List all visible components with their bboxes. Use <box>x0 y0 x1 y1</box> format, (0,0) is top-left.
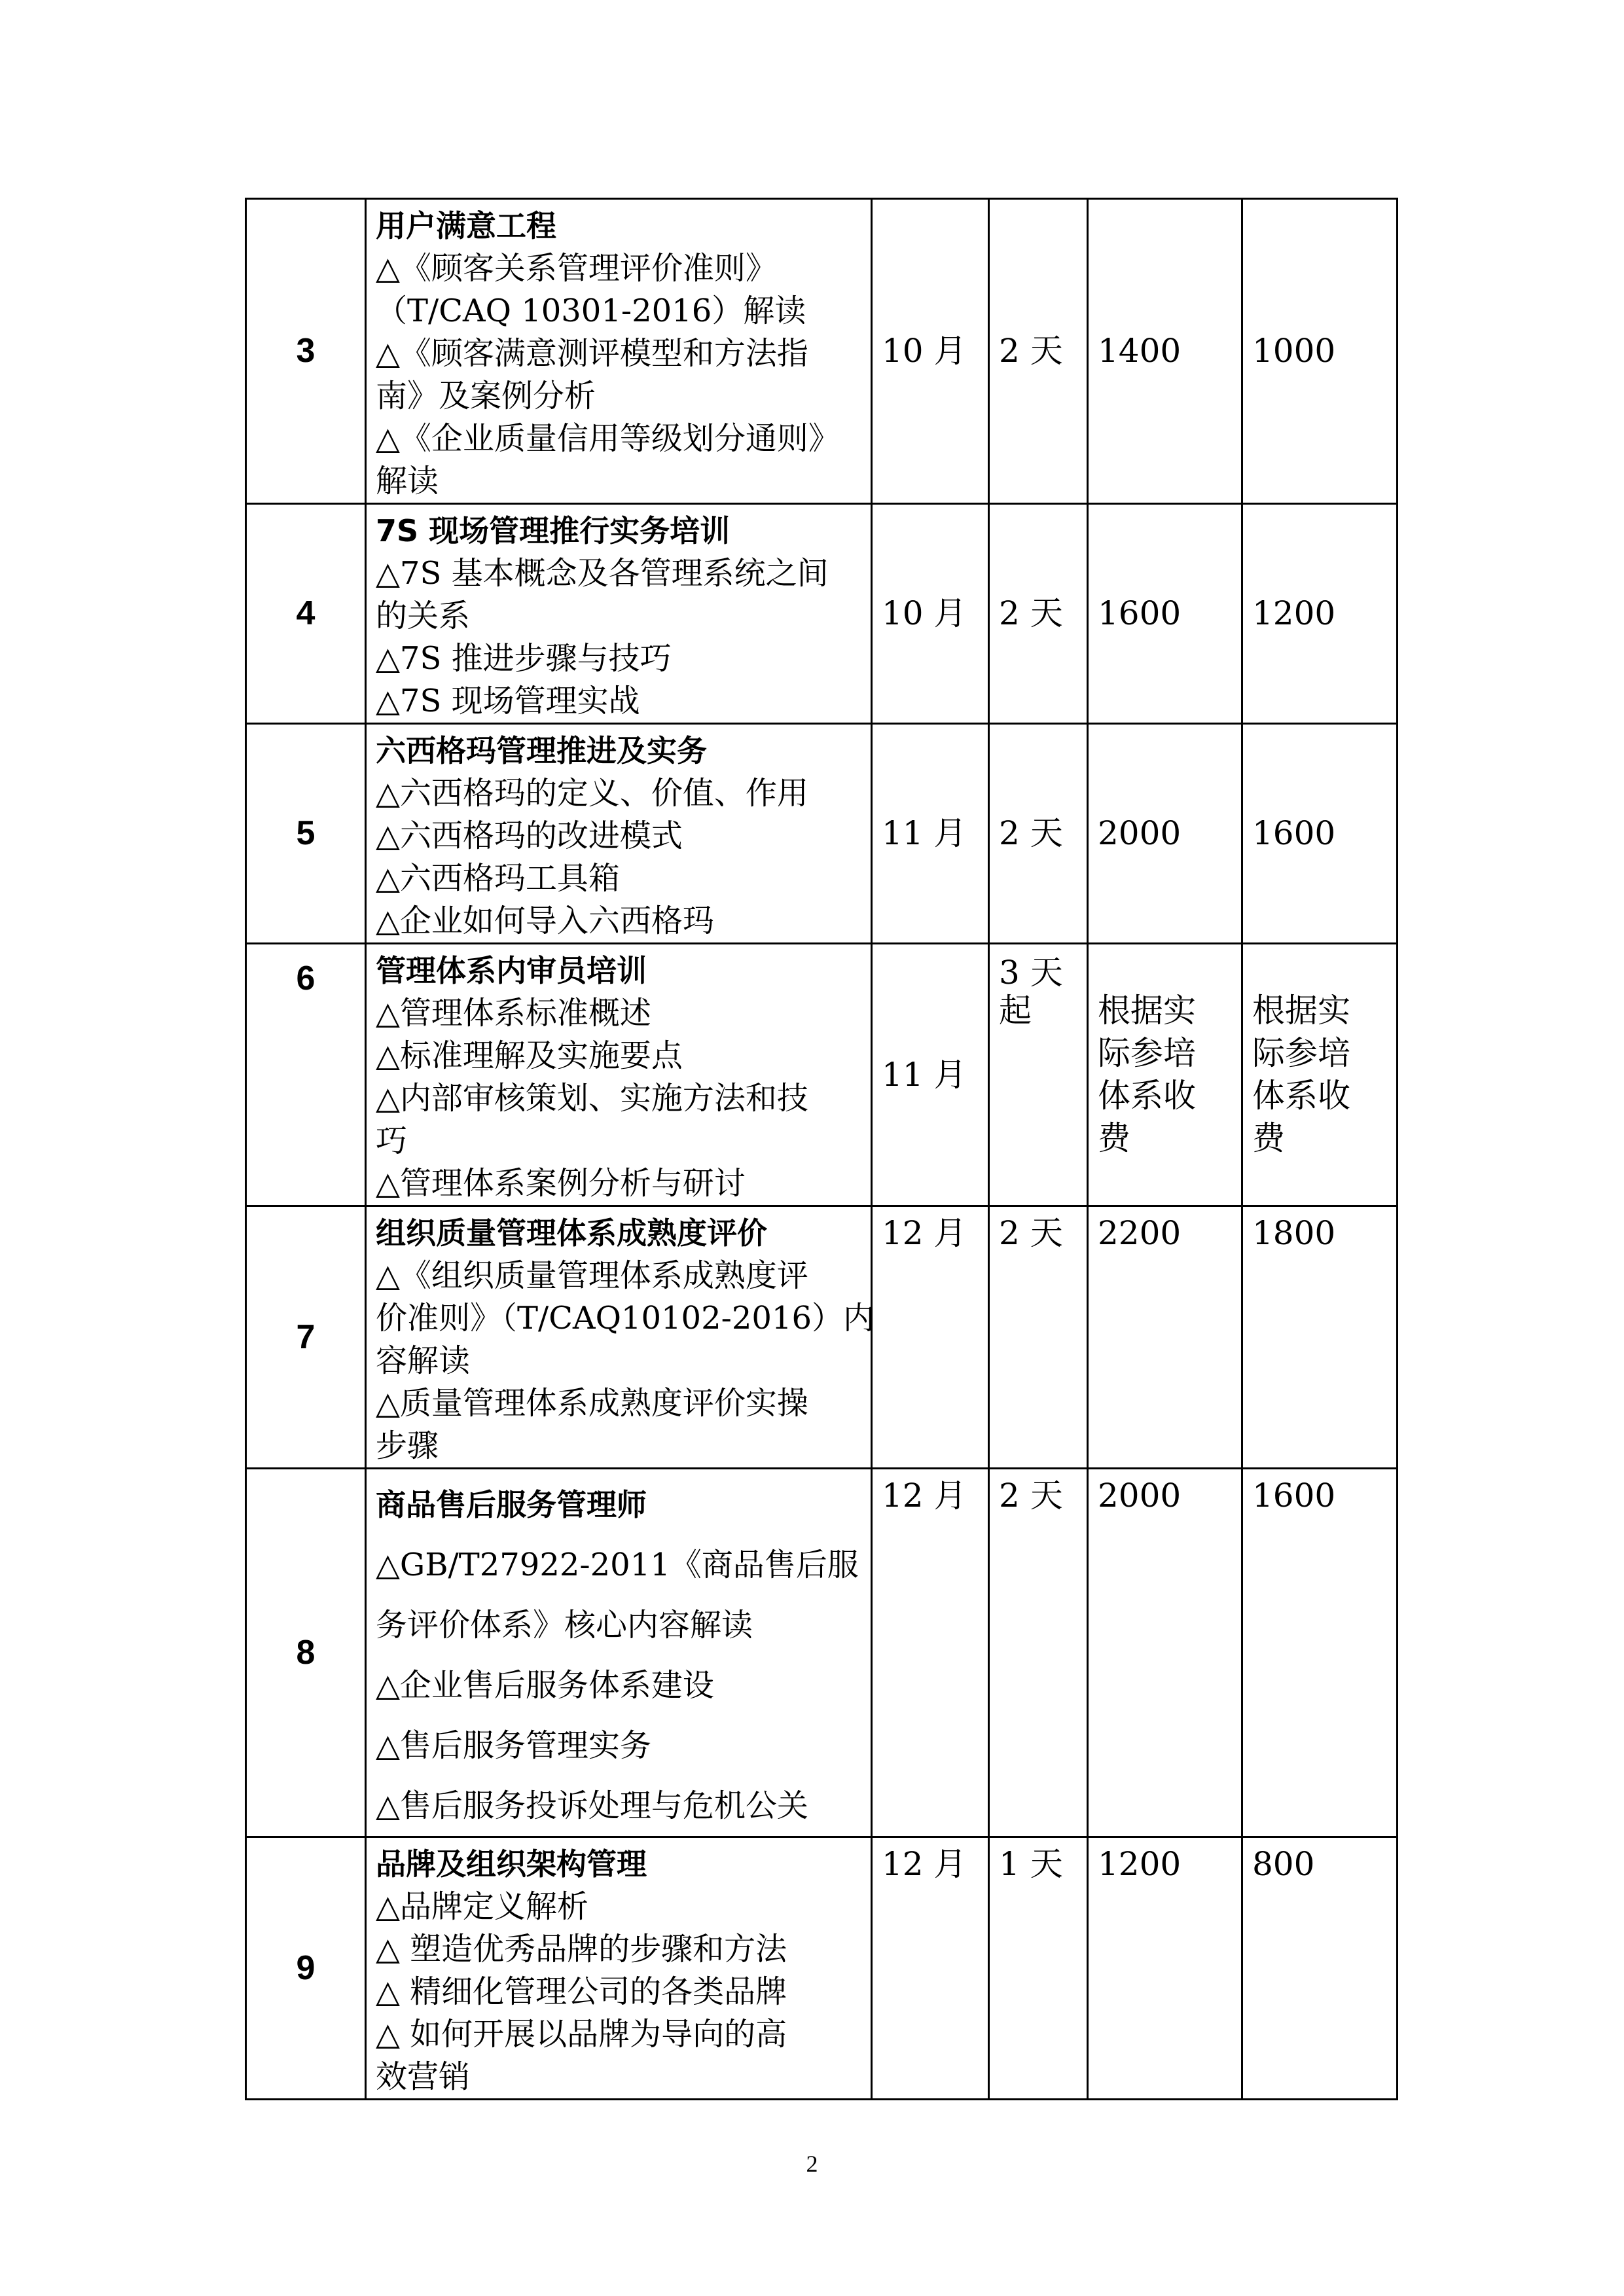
course-detail-line: △质量管理体系成熟度评价实操 <box>376 1385 808 1422</box>
course-detail-line: △六西格玛的改进模式 <box>376 817 683 854</box>
course-content-cell <box>366 944 872 1206</box>
course-detail-line: 步骤 <box>376 1427 439 1464</box>
table-row <box>246 504 1398 724</box>
course-detail-line: 的关系 <box>376 598 471 634</box>
days-cell <box>989 504 1088 724</box>
days-cell <box>989 199 1088 504</box>
price-b-cell: 1000 <box>1242 199 1398 504</box>
course-detail-line: △售后服务投诉处理与危机公关 <box>376 1787 808 1824</box>
days-cell <box>989 944 1088 1206</box>
course-detail-line: 效营销 <box>376 2058 471 2095</box>
table-row <box>246 1837 1398 2100</box>
days-value: 2 天 <box>999 332 1063 370</box>
course-detail-line: △7S 基本概念及各管理系统之间 <box>376 555 829 592</box>
course-title: 管理体系内审员培训 <box>376 953 647 988</box>
price-b-cell: 1800 <box>1242 1206 1398 1469</box>
month-cell: 12 月 <box>872 1206 989 1469</box>
course-title: 组织质量管理体系成熟度评价 <box>376 1215 767 1251</box>
price-a-cell: 2000 <box>1088 724 1242 944</box>
course-detail-line: △管理体系标准概述 <box>376 995 651 1031</box>
table-row <box>246 944 1398 1206</box>
table-row <box>246 1206 1398 1469</box>
course-content-cell <box>366 1206 875 1469</box>
course-title: 品牌及组织架构管理 <box>376 1846 647 1882</box>
price-a-cell: 1600 <box>1088 504 1242 724</box>
course-detail-line: （T/CAQ 10301-2016）解读 <box>376 293 806 329</box>
course-detail-line: △管理体系案例分析与研讨 <box>376 1165 746 1202</box>
course-detail-line: △企业如何导入六西格玛 <box>376 903 714 939</box>
training-schedule-table <box>245 198 1398 2100</box>
course-title: 7S 现场管理推行实务培训 <box>376 513 731 548</box>
course-detail-line: △品牌定义解析 <box>376 1888 588 1925</box>
row-number: 8 <box>246 1469 366 1837</box>
course-detail-line: △7S 现场管理实战 <box>376 683 640 719</box>
course-detail-line: △内部审核策划、实施方法和技 <box>376 1080 808 1117</box>
price-b-cell: 根据实际参培体系收费 <box>1242 944 1398 1206</box>
course-detail-line: 务评价体系》核心内容解读 <box>376 1607 753 1643</box>
days-value: 2 天 <box>999 814 1063 852</box>
row-number: 6 <box>246 944 366 1206</box>
course-content-cell <box>366 504 872 724</box>
course-title: 商品售后服务管理师 <box>376 1487 647 1522</box>
course-detail-line: 容解读 <box>376 1342 471 1379</box>
days-value: 1 天 <box>999 1845 1063 1883</box>
days-value: 起 <box>999 992 1032 1030</box>
table-row <box>246 1469 1398 1837</box>
days-cell <box>989 1837 1088 2100</box>
days-cell <box>989 724 1088 944</box>
course-content-cell <box>366 1469 872 1837</box>
course-title: 用户满意工程 <box>376 208 556 243</box>
course-content-cell <box>366 724 872 944</box>
price-a-cell: 1400 <box>1088 199 1242 504</box>
course-title: 六西格玛管理推进及实务 <box>376 733 707 768</box>
row-number: 4 <box>246 504 366 724</box>
course-detail-line: △ 如何开展以品牌为导向的高 <box>376 2016 787 2053</box>
course-content-cell <box>366 199 872 504</box>
row-number: 3 <box>246 199 366 504</box>
row-number: 5 <box>246 724 366 944</box>
days-cell <box>989 1469 1088 1837</box>
month-cell: 10 月 <box>872 199 989 504</box>
price-b-cell: 1600 <box>1242 1469 1398 1837</box>
course-detail-line: 巧 <box>376 1122 408 1159</box>
price-a-cell: 1200 <box>1088 1837 1242 2100</box>
table-row <box>246 199 1398 504</box>
days-value: 2 天 <box>999 1214 1063 1252</box>
course-detail-line: △《企业质量信用等级划分通则》 <box>376 420 840 457</box>
month-cell: 11 月 <box>872 944 989 1206</box>
course-detail-line: △ 塑造优秀品牌的步骤和方法 <box>376 1931 787 1967</box>
course-detail-line: 解读 <box>376 463 439 499</box>
course-detail-line: 价准则》（T/CAQ10102-2016）内 <box>376 1300 875 1336</box>
row-number: 9 <box>246 1837 366 2100</box>
course-detail-line: △售后服务管理实务 <box>376 1727 651 1764</box>
course-content-cell <box>366 1837 872 2100</box>
course-detail-line: △《顾客满意测评模型和方法指 <box>376 335 808 372</box>
row-number: 7 <box>246 1206 366 1469</box>
course-detail-line: △7S 推进步骤与技巧 <box>376 640 672 677</box>
course-detail-line: △GB/T27922-2011《商品售后服 <box>376 1547 859 1583</box>
course-detail-line: △企业售后服务体系建设 <box>376 1667 714 1704</box>
month-cell: 12 月 <box>872 1469 989 1837</box>
price-b-cell: 1200 <box>1242 504 1398 724</box>
page-number: 2 <box>806 2151 818 2177</box>
course-detail-line: 南》及案例分析 <box>376 378 596 414</box>
price-b-cell: 800 <box>1242 1837 1398 2100</box>
days-value: 2 天 <box>999 1477 1063 1515</box>
month-cell: 10 月 <box>872 504 989 724</box>
month-cell: 12 月 <box>872 1837 989 2100</box>
course-detail-line: △《组织质量管理体系成熟度评 <box>376 1257 808 1294</box>
course-detail-line: △六西格玛的定义、价值、作用 <box>376 775 808 812</box>
month-cell: 11 月 <box>872 724 989 944</box>
table-row <box>246 724 1398 944</box>
days-value: 2 天 <box>999 594 1063 632</box>
course-detail-line: △标准理解及实施要点 <box>376 1037 683 1074</box>
days-value: 3 天 <box>999 954 1063 992</box>
price-a-cell: 根据实际参培体系收费 <box>1088 944 1242 1206</box>
price-a-cell: 2200 <box>1088 1206 1242 1469</box>
course-detail-line: △ 精细化管理公司的各类品牌 <box>376 1973 787 2010</box>
price-a-cell: 2000 <box>1088 1469 1242 1837</box>
course-detail-line: △《顾客关系管理评价准则》 <box>376 250 777 287</box>
price-b-cell: 1600 <box>1242 724 1398 944</box>
days-cell <box>989 1206 1088 1469</box>
course-detail-line: △六西格玛工具箱 <box>376 860 620 897</box>
